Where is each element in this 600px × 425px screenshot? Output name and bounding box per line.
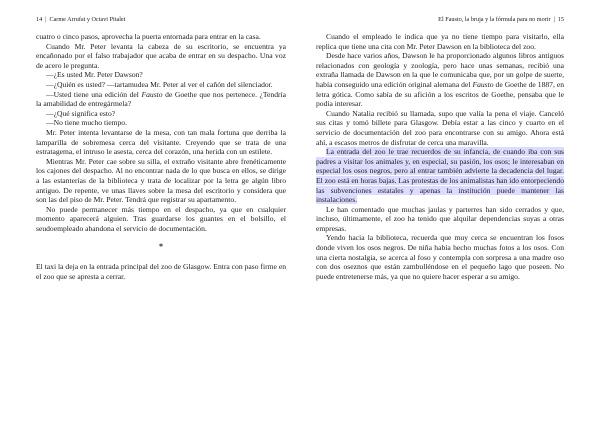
text-run: de Goethe que nos pertenece. ¿Tendría la amabilidad de entregármela? <box>36 89 287 109</box>
text-highlight[interactable]: La entrada del zoo le trae recuerdos de su infancia, de cuando iba con sus padres a visitar los animales y, en especial, su pasión, los osos; le interesaban en especial los osos negros, pero al entrar también advierte la decadencia del lugar. El zoo está en horas bajas. Las protestas de los animalistas han ido entorpeciendo las subvenciones estatales y apenas la institución puede mantener las instalaciones. <box>316 147 564 205</box>
paragraph <box>316 51 564 109</box>
paragraph: Mientras Mr. Peter cae sobre su silla, el extraño visitante abre frenéticamente los cajones del despacho. Al no encontrar nada de lo que busca en ellos, se dirige a las estanterías de la biblioteca y trata de localizar por la letra ge algún libro antiguo. De repente, ve unas llaves sobre la mesa del escritorio y considera que son las del piso de Mr. Peter. Tendrá que registrar su apartamento. <box>36 156 286 205</box>
text-run: de Goethe de 1887, en letra gótica. Como sabía de su afición a los escritos de Goethe, pensaba que le podía interesar. <box>316 79 565 109</box>
header-separator: | <box>553 16 555 23</box>
left-running-header <box>36 16 286 24</box>
header-separator: | <box>45 16 47 23</box>
right-running-header <box>316 16 564 24</box>
book-title: Fausto <box>472 79 494 89</box>
paragraph: Cuando Mr. Peter levanta la cabeza de su escritorio, se encuentra ya encañonado por el falso trabajador que acaba de entrar en su despacho. Una voz de acero le pregunta. <box>36 41 286 70</box>
left-running-head: Carme Arrufat y Octavi Pitalet <box>49 16 126 23</box>
text-run: Desde hace varios años, Dawson le ha proporcionado algunos libros antiguos relacionados con geología y zoología, pero hace unas semanas, recibió una extraña llamada de Dawson en la que le comunicaba que, por un golpe de suerte, había conseguido una edición original alemana del <box>316 51 564 89</box>
left-page-number: 14 <box>36 16 43 23</box>
paragraph: Cuando el empleado le indica que ya no tiene tiempo para visitarlo, ella replica que tiene una cita con Mr. Peter Dawson en la biblioteca del zoo. <box>316 32 564 51</box>
dialogue-line: —¿Qué significa esto? <box>46 108 116 118</box>
dialogue-line: —¿Es usted Mr. Peter Dawson? <box>46 70 143 80</box>
right-page-number: 15 <box>557 16 564 23</box>
dialogue-line: —¿Quién es usted? —tartamudea Mr. Peter al ver el cañón del silenciador. <box>46 79 273 89</box>
highlighted-paragraph <box>316 147 564 205</box>
right-running-head: El Fausto, la bruja y la fórmula para no morir <box>438 16 551 23</box>
paragraph: cuatro o cinco pasos, aprovecha la puerta entornada para entrar en la casa. <box>36 32 261 41</box>
paragraph: No puede permanecer más tiempo en el despacho, ya que en cualquier momento aparecerá alguien. Tras guardarse los guantes en el bolsillo, el seudoempleado abandona el servicio de documentación. <box>36 204 286 233</box>
paragraph: Cuando Natalia recibió su llamada, supo que valía la pena el viaje. Canceló sus citas y tomó billete para Glasgow. Debía estar a las cinco y cuarto en el servicio de documentación del zoo para encontrarse con su amigo. Ahora está ahí, a escasos metros de disfrutar de cerca una maravilla. <box>316 108 564 147</box>
paragraph: Yendo hacia la biblioteca, recuerda que muy cerca se encuentran los fosos donde viven los osos negros. De niña había hecho muchas fotos a los osos. Con una cierta nostalgia, se acerca al foso y contempla con sorpresa a una madre oso con dos oseznos que están zambulléndose en el pequeño lago que poseen. No puede entretenerse más, ya que no quiere hacer esperar a su amigo. <box>316 233 564 281</box>
book-title: Fausto <box>141 89 163 99</box>
text-run: —Usted tiene una edición del <box>46 89 142 99</box>
paragraph: El taxi la deja en la entrada principal del zoo de Glasgow. Entra con paso firme en el zoo que se apresta a cerrar. <box>36 262 286 282</box>
paragraph: Mr. Peter intenta levantarse de la mesa, con tan mala fortuna que derriba la lamparilla de sobremesa cerca del visitante. Creyendo que se trata de una estratagema, el intruso le asesta, cerca del corazón, una herida con un estilete. <box>36 127 286 157</box>
dialogue-line <box>36 90 286 109</box>
dialogue-line: —No tiene mucho tiempo. <box>46 118 127 128</box>
right-page <box>300 0 600 425</box>
section-break-ornament: * <box>159 242 163 252</box>
left-page-body <box>36 32 286 282</box>
paragraph: Le han comentado que muchas jaulas y parterres han sido cerrados y que, incluso, últimamente, el zoo ha tenido que alquilar dependencias suyas a otras empresas. <box>316 204 564 233</box>
right-page-body <box>316 32 564 281</box>
